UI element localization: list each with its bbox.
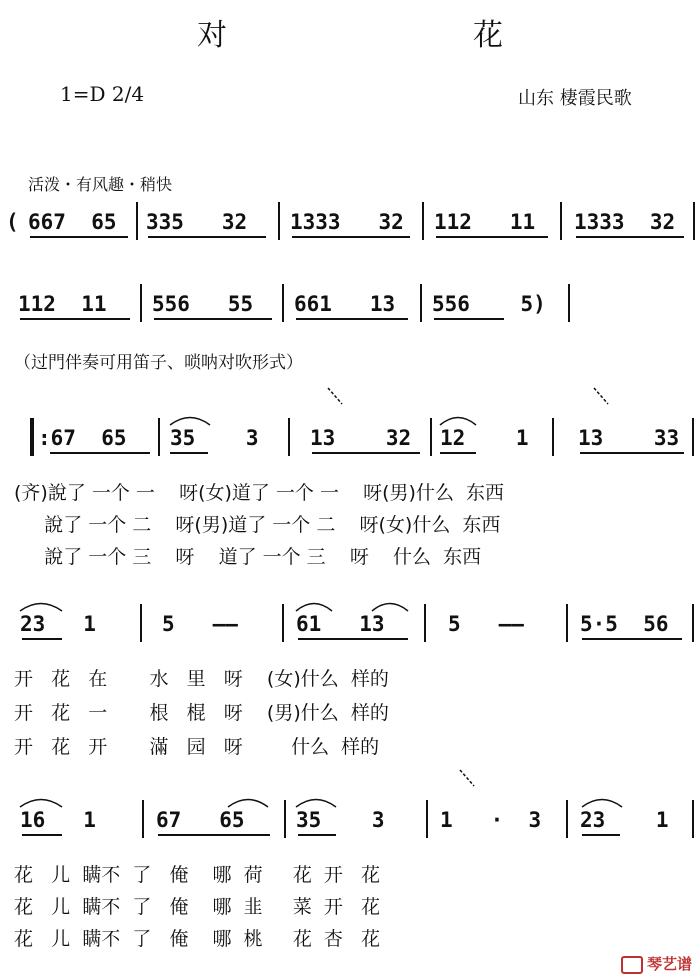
barline: [420, 284, 422, 322]
measure: 23 1: [20, 612, 96, 636]
beam: [158, 834, 270, 836]
barline: [692, 418, 694, 456]
barline: [568, 284, 570, 322]
measure: 661 13: [294, 292, 396, 316]
barline: [692, 800, 694, 838]
barline: [288, 418, 290, 456]
accompaniment-note: （过門伴奏可用笛子、唢呐对吹形式）: [14, 353, 303, 373]
site-watermark: [621, 953, 692, 974]
measure: 556 5): [432, 292, 546, 316]
beam: [30, 236, 128, 238]
glissando-mark: [326, 386, 346, 408]
beam: [436, 236, 548, 238]
measure: 13 33: [578, 426, 680, 450]
measure: 1333 32: [290, 210, 404, 234]
measure: 556 55: [152, 292, 254, 316]
repeat-barline: [30, 418, 34, 456]
beam: [440, 452, 476, 454]
beam: [298, 638, 408, 640]
watermark-text: 琴艺谱: [646, 955, 692, 973]
barline: [560, 202, 562, 240]
lyric-line: 花 儿 瞒不 了 俺 哪 桃 花 杏 花: [14, 928, 381, 950]
slur: [18, 598, 64, 612]
measure: 667 65: [28, 210, 117, 234]
beam: [576, 236, 684, 238]
beam: [312, 452, 420, 454]
barline: [426, 800, 428, 838]
verse-staff-row-1: [0, 412, 700, 472]
barline: [424, 604, 426, 642]
beam: [20, 318, 130, 320]
barline: [422, 202, 424, 240]
intro-staff-row-1: [0, 196, 700, 256]
measure: 67 65: [156, 808, 245, 832]
barline: [430, 418, 432, 456]
measure: 335 32: [146, 210, 248, 234]
barline: [278, 202, 280, 240]
beam: [292, 236, 410, 238]
beam: [154, 318, 272, 320]
measure: 112 11: [18, 292, 107, 316]
lyric-line: 花 儿 瞒不 了 俺 哪 荷 花 开 花: [14, 864, 381, 886]
measure: :67 65: [38, 426, 127, 450]
measure: 112 11: [434, 210, 536, 234]
measure: 35 3: [296, 808, 385, 832]
barline: [282, 604, 284, 642]
beam: [170, 452, 208, 454]
measure: 61 13: [296, 612, 385, 636]
slur: [370, 598, 410, 612]
lyric-line: 說了 一个 三 呀 道了 一个 三 呀 什么 东西: [14, 546, 482, 568]
piano-logo-icon: [621, 956, 643, 974]
key-signature: 1=D 2/4: [60, 82, 145, 106]
measure: 35 3: [170, 426, 259, 450]
measure: 12 1: [440, 426, 529, 450]
slur: [438, 412, 478, 426]
measure: 5 ——: [448, 612, 524, 636]
slur: [580, 794, 624, 808]
lyric-line: 开 花 在 水 里 呀 (女)什么 样的: [14, 668, 389, 690]
open-paren: (: [6, 210, 19, 234]
barline: [284, 800, 286, 838]
measure: 16 1: [20, 808, 96, 832]
slur: [226, 794, 270, 808]
glissando-mark: [592, 386, 612, 408]
lyric-line: 花 儿 瞒不 了 俺 哪 韭 菜 开 花: [14, 896, 381, 918]
lyric-line: (齐)說了 一个 一 呀(女)道了 一个 一 呀(男)什么 东西: [14, 482, 505, 504]
measure: 1 · 3: [440, 808, 542, 832]
barline: [566, 604, 568, 642]
beam: [582, 638, 682, 640]
barline: [282, 284, 284, 322]
slur: [294, 794, 338, 808]
beam: [434, 318, 504, 320]
barline: [142, 800, 144, 838]
barline: [136, 202, 138, 240]
slur: [18, 794, 64, 808]
intro-staff-row-2: [0, 278, 700, 338]
beam: [22, 834, 62, 836]
beam: [148, 236, 266, 238]
barline: [140, 604, 142, 642]
verse-staff-row-2: [0, 598, 700, 658]
song-origin: 山东 棲霞民歌: [518, 88, 632, 109]
measure: 5 ——: [162, 612, 238, 636]
barline: [692, 604, 694, 642]
barline: [140, 284, 142, 322]
glissando-mark: [458, 768, 478, 790]
slur: [168, 412, 212, 426]
beam: [50, 452, 150, 454]
measure: 5·5 56: [580, 612, 669, 636]
song-title: 对 花: [197, 18, 565, 53]
beam: [296, 318, 408, 320]
measure: 23 1: [580, 808, 669, 832]
barline: [158, 418, 160, 456]
barline: [566, 800, 568, 838]
beam: [580, 452, 684, 454]
slur: [294, 598, 334, 612]
tempo-marking: 活泼・有风趣・稍快: [28, 175, 173, 194]
lyric-line: 开 花 一 根 棍 呀 (男)什么 样的: [14, 702, 389, 724]
verse-staff-row-3: [0, 794, 700, 854]
lyric-line: 說了 一个 二 呀(男)道了 一个 二 呀(女)什么 东西: [14, 514, 501, 536]
beam: [582, 834, 620, 836]
measure: 13 32: [310, 426, 412, 450]
measure: 1333 32: [574, 210, 676, 234]
barline: [552, 418, 554, 456]
lyric-line: 开 花 开 滿 园 呀 什么 样的: [14, 736, 380, 758]
beam: [22, 638, 62, 640]
barline: [693, 202, 695, 240]
beam: [298, 834, 336, 836]
